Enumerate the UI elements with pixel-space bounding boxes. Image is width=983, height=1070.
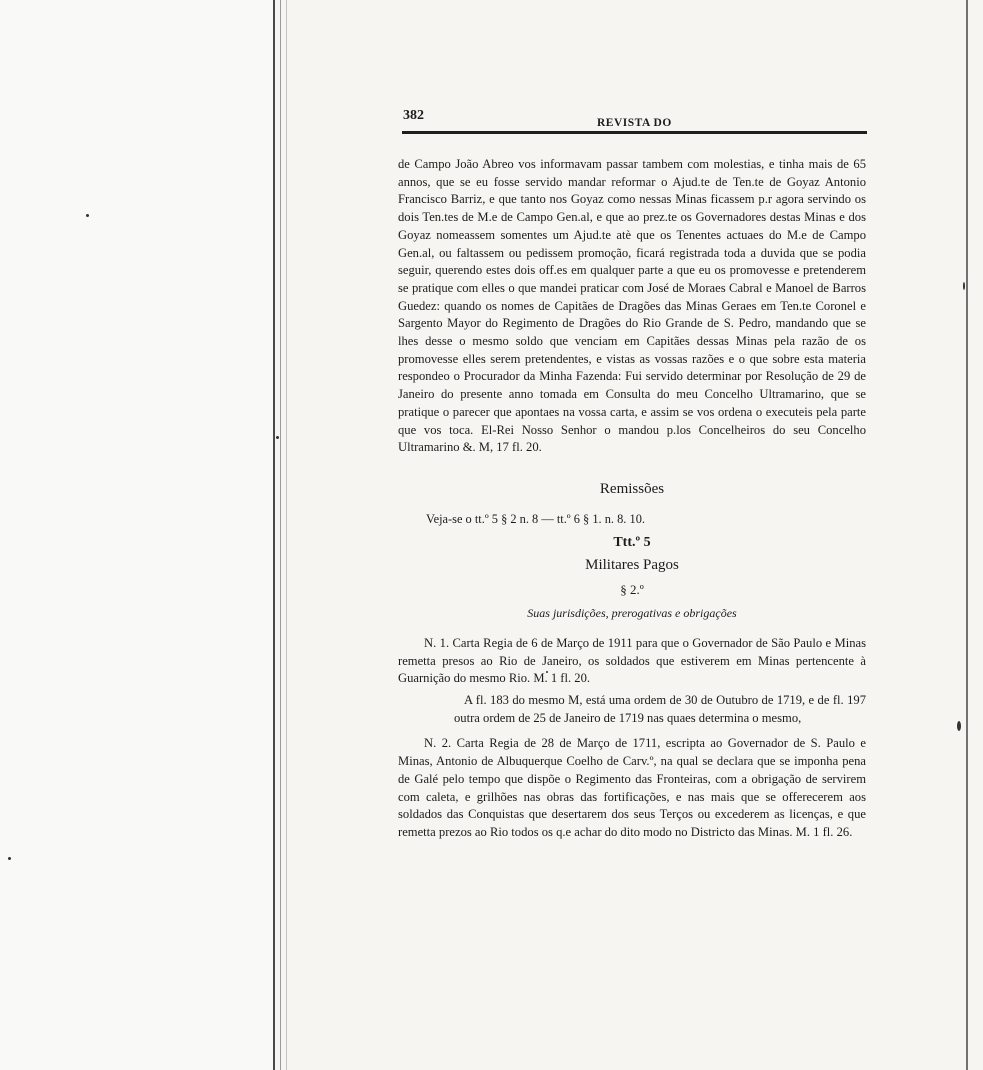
titulo-heading: Militares Pagos [585,556,679,573]
running-title: REVISTA DO [597,117,672,129]
header-rule [402,131,867,134]
paragraph-continuation: de Campo João Abreo vos informavam passar tambem com molestias, e tinha mais de 65 annos, que se eu fosse servido mandar reformar o Ajud.te de Ten.te de Goyaz Antonio Francisco Barriz, e que tanto nos Goyaz como nessas Minas ficassem p.r agora servindo os dois Ten.tes de M.e de Campo Gen.al, e que ao prez.te os Governadores destas Minas e dos Goyaz nomeassem somentes um Ajud.te atè que os Tenentes actuaes do M.e de Campo Gen.al, ou faltassem ou pedissem promoção, ficará registrada toda a duvida que se podia seguir, querendo estes dois off.es em qualquer parte a que eu os promovesse e pretenderem se pratique com elles o que mandei praticar com José de Moraes Cabral e Manoel de Barros Guedez: quando os nomes de Capitães de Dragões das Minas Geraes em Ten.te Coronel e Sargento Mayor do Regimento de Dragões do Rio Grande de S. Pedro, mandando que se lhes desse o mesmo soldo que venciam em Capitães dessas Minas pela razão de os promovesse elles serem pretendentes, e vistas as vossas razões e o que sobre esta materia respondeo o Procurador da Minha Fazenda: Fui servido determinar por Resolução de 29 de Janeiro do presente anno tomada em Consulta do meu Concelho Ultramarino, que se pratique o parecer que apontaes na vossa carta, e assim se vos ordena o executeis pela parte que vos toca. El-Rei Nosso Senhor o mandou p.los Concelheiros do seu Concelho Ultramarino &. M, 17 fl. 20. [398,157,866,455]
page-number: 382 [403,108,424,123]
scan-speck [957,721,961,731]
page-edge [966,0,968,1070]
section-subtitle: Suas jurisdições, prerogativas e obrigações [527,605,737,620]
section-sign: § 2.º [620,581,644,597]
scan-speck [8,857,11,860]
scan-speck [276,436,279,439]
scan-speck [86,214,89,217]
scan-speck [963,282,965,290]
remissoes-reference: Veja-se o tt.º 5 § 2 n. 8 — tt.º 6 § 1. n. 8. 10. [426,511,645,526]
item-n2: N. 2. Carta Regia de 28 de Março de 1711, escripta ao Governador de S. Paulo e Minas, Antonio de Albuquerque Coelho de Carv.º, na qual se declara que se imponha pena de Galé pelo tempo que dispõe o Regimento das Fronteiras, com a obrigação de servirem com caleta, e grilhões nas obras das fortificações, e nas mais que se offerecerem aos soldados das Conquistas que desertarem dos seus Terços ou excederem as licenças, e que remetta prezos ao Rio todos os q.e achar do dito modo no Districto das Minas. M. 1 fl. 26. [398,736,866,839]
blank-left-page [0,0,273,1070]
book-gutter-shadow [273,0,275,1070]
book-gutter-shadow [286,0,287,1070]
titulo-label: Ttt.º 5 [613,534,651,550]
remissoes-heading: Remissões [599,480,665,497]
item-n1: N. 1. Carta Regia de 6 de Março de 1911 para que o Governador de São Paulo e Minas remetta presos ao Rio de Janeiro, os soldados que estiverem em Minas pertencente à Guarnição do mesmo Rio. M. 1 fl. 20. [398,635,866,686]
book-page [392,100,870,839]
running-header [392,100,870,129]
book-gutter-shadow [280,0,281,1070]
body-text [398,156,866,842]
item-n1-note: A fl. 183 do mesmo M, está uma ordem de 30 de Outubro de 1719, e de fl. 197 outra ordem de 25 de Janeiro de 1719 nas quaes determina o mesmo, [454,693,866,725]
